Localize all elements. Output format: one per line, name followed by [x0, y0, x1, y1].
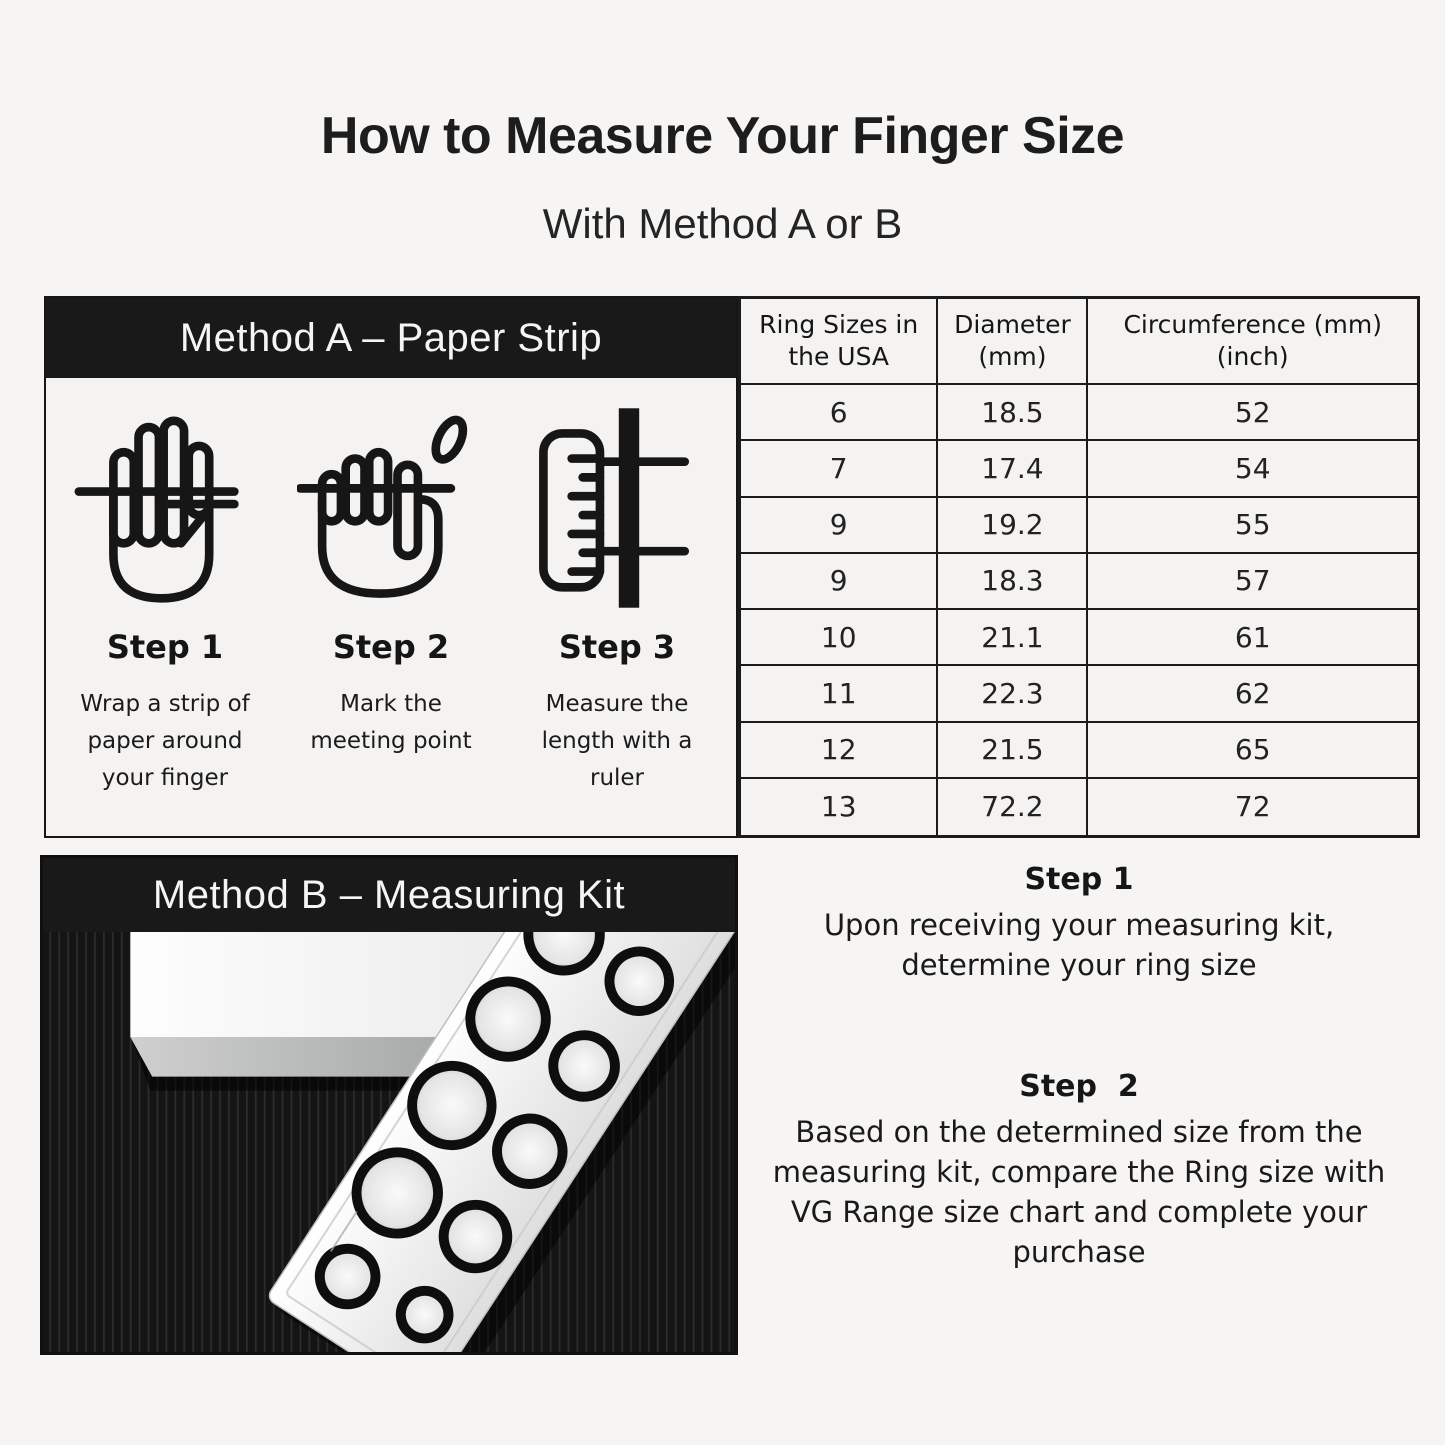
method-a-steps [46, 378, 736, 836]
table-cell: 72.2 [938, 779, 1088, 835]
method-a-step-3 [504, 378, 730, 836]
hand-with-paper-strip-icon [71, 402, 259, 614]
table-cell: 52 [1088, 385, 1417, 441]
table-cell: 6 [741, 385, 938, 441]
table-cell: 62 [1088, 666, 1417, 722]
table-cell: 10 [741, 610, 938, 666]
table-cell: 9 [741, 498, 938, 554]
table-cell: 54 [1088, 441, 1417, 497]
instruction-step-1-label: Step 1 [1024, 862, 1134, 897]
method-a-header-bar: Method A – Paper Strip [46, 298, 736, 378]
method-b-header-bar: Method B – Measuring Kit [43, 858, 735, 932]
table-cell: 57 [1088, 554, 1417, 610]
step-3-label: Step 3 [558, 628, 676, 666]
step-1-description: Wrap a strip of paper around your finger [80, 691, 250, 791]
table-header-ring-sizes: Ring Sizes in the USA [741, 299, 938, 385]
instruction-step-1-text: Upon receiving your measuring kit, determine your ring size [823, 908, 1344, 983]
table-cell: 17.4 [938, 441, 1088, 497]
table-cell: 72 [1234, 790, 1271, 824]
table-cell: 12 [741, 723, 938, 779]
fist-with-pen-mark-icon [297, 402, 485, 614]
table-cell: 22.3 [938, 666, 1088, 722]
table-cell: 21.1 [938, 610, 1088, 666]
table-cell: 13 [741, 779, 938, 835]
step-2-label: Step 2 [332, 628, 450, 666]
table-cell: 9 [741, 554, 938, 610]
kit-instructions [738, 862, 1420, 1272]
instruction-step-2-text: Based on the determined size from the measuring kit, compare the Ring size with VG Range size chart and complete your purchase [772, 1115, 1395, 1270]
method-a-step-2 [278, 378, 504, 836]
table-cell: 61 [1088, 610, 1417, 666]
table-header-diameter: Diameter (mm) [938, 299, 1088, 385]
ruler-and-strip-icon [523, 402, 711, 614]
table-cell: 65 [1088, 723, 1417, 779]
step-1-label: Step 1 [106, 628, 224, 666]
step-3-description: Measure the length with a ruler [541, 691, 693, 791]
table-cell: 18.5 [938, 385, 1088, 441]
instruction-step-2-label: Step 2 [1019, 1069, 1139, 1105]
method-a-panel [44, 296, 738, 838]
method-b-panel [40, 855, 738, 1355]
table-cell: 55 [1088, 498, 1417, 554]
ring-sizer-kit-illustration [43, 932, 735, 1352]
table-cell: 7 [741, 441, 938, 497]
table-header-circumference: Circumference (mm) (inch) [1088, 299, 1417, 385]
step-2-description: Mark the meeting point [310, 691, 472, 754]
ring-size-table [738, 296, 1420, 838]
table-cell: 11 [741, 666, 938, 722]
page-subtitle: With Method A or B [542, 200, 903, 247]
table-cell: 19.2 [938, 498, 1088, 554]
table-cell: 18.3 [938, 554, 1088, 610]
page-title: How to Measure Your Finger Size [320, 107, 1125, 165]
method-a-step-1 [52, 378, 278, 836]
ring-sizer-kit-photo [43, 932, 735, 1352]
table-cell: 21.5 [938, 723, 1088, 779]
